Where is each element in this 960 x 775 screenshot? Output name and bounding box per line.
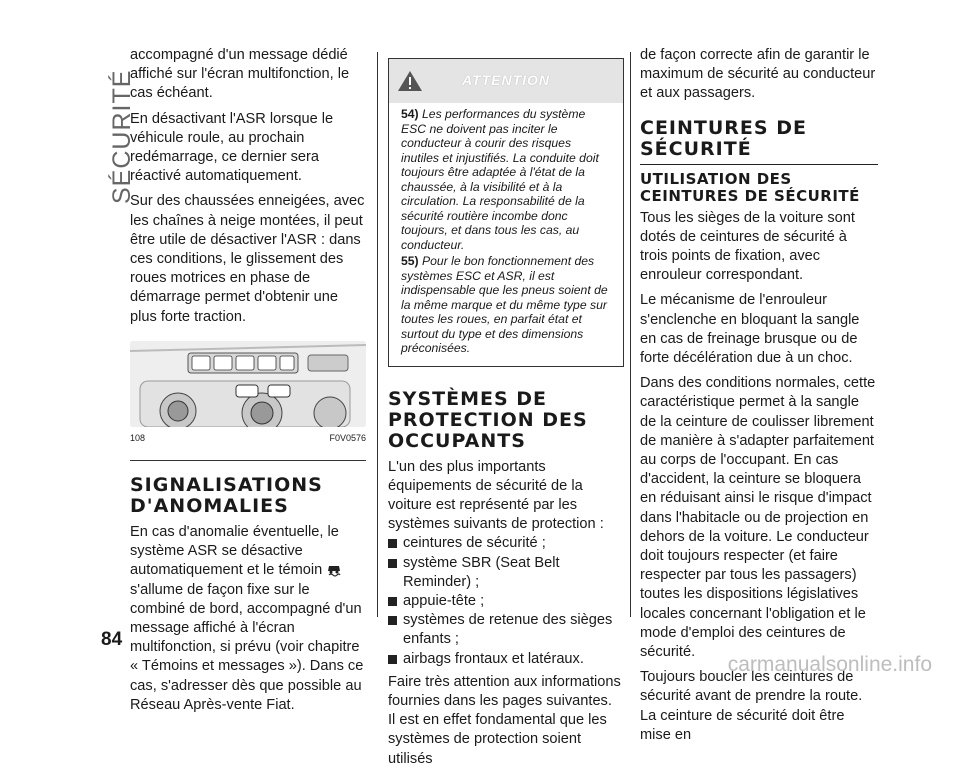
figure-rule xyxy=(130,460,366,461)
attention-note xyxy=(401,107,611,252)
dashboard-controls-illustration xyxy=(130,341,366,427)
list-item xyxy=(388,611,624,649)
section-heading: CEINTURES DE SÉCURITÉ xyxy=(640,118,878,165)
note-number: 55) xyxy=(401,254,419,268)
paragraph: Toujours boucler les ceintures de sécurité avant de prendre la route. La ceinture de sécurité doit être mise en xyxy=(640,669,863,743)
asr-warning-light-icon xyxy=(326,563,342,578)
list-item xyxy=(388,592,624,611)
section-heading: SIGNALISATIONS D'ANOMALIES xyxy=(130,474,323,518)
watermark: carmanualsonline.info xyxy=(727,653,932,676)
side-title-text: SÉCURITÉ xyxy=(108,69,136,204)
paragraph: L'un des plus importants équipements de sécurité de la voiture est représenté par les systèmes suivants de protection : xyxy=(388,458,604,533)
attention-body xyxy=(389,103,623,366)
list-item-text: systèmes de retenue des sièges enfants ; xyxy=(403,612,613,648)
column-2 xyxy=(388,58,624,775)
list-item-text: système SBR (Seat Belt Reminder) ; xyxy=(403,554,560,590)
page-number: 84 xyxy=(101,629,123,650)
paragraph: Il est en effet fondamental que les systèmes de protection soient utilisés xyxy=(388,712,607,767)
attention-box xyxy=(388,58,624,367)
list-item-text: airbags frontaux et latéraux. xyxy=(403,650,584,667)
column-3 xyxy=(640,46,878,751)
dashboard-figure xyxy=(130,341,366,427)
paragraph-text: En cas d'anomalie éventuelle, le système ASR se désactive automatiquement et le témoin xyxy=(130,524,339,579)
figure-number: 108 xyxy=(130,432,146,443)
figure-code: F0V0576 xyxy=(329,432,366,443)
attention-header xyxy=(389,59,623,103)
bullet-square-icon xyxy=(388,655,397,664)
bullet-square-icon xyxy=(388,597,397,606)
attention-title: ATTENTION xyxy=(461,72,551,89)
warning-triangle-icon xyxy=(397,70,423,92)
attention-note xyxy=(401,254,611,356)
column-divider xyxy=(377,52,378,617)
paragraph: Dans des conditions normales, cette caractéristique permet à la sangle de la ceinture de coulisser librement de manière à s'adapter parfaitement au corps de l'occupant. En cas d'accident, la ceinture se bloquera en réduisant ainsi le risque d'impact dans l'habitacle ou de projection en dehors de la voiture. Le conducteur doit toujours respecter (et faire respecter par tous les passagers) toutes les dispositions législatives locales concernant l'obligation et le mode d'emploi des ceintures de sécurité. xyxy=(640,375,876,661)
list-item xyxy=(388,650,624,669)
note-number: 54) xyxy=(401,107,419,121)
paragraph-text: s'allume de façon fixe sur le combiné de bord, accompagné d'un message affiché à l'écran multifonction, si prévu (voir chapitre « Témoins et messages »). Dans ce cas, s'adresser dès que possible au Réseau Après-vente Fiat. xyxy=(130,581,364,713)
paragraph: Tous les sièges de la voiture sont dotés de ceintures de sécurité à trois points de fixation, avec enrouleur correspondant. xyxy=(640,209,855,284)
section-side-title xyxy=(86,54,136,204)
bullet-square-icon xyxy=(388,559,397,568)
figure-caption xyxy=(130,429,366,448)
paragraph: En désactivant l'ASR lorsque le véhicule roule, au prochain redémarrage, ce dernier sera réactivé automatiquement. xyxy=(130,110,334,185)
paragraph: Faire très attention aux informations fournies dans les pages suivantes. xyxy=(388,673,621,709)
note-text: Les performances du système ESC ne doivent pas inciter le conducteur à courir des risques inutiles et injustifiés. La conduite doit toujours être adaptée à l'état de la chaussée, à la visibilité et à la circulation. La responsabilité de la sécurité routière incombe donc toujours, et dans tous les cas, au conducteur. xyxy=(401,107,599,252)
section-heading: SYSTÈMES DE PROTECTION DES OCCUPANTS xyxy=(388,387,588,452)
paragraph: accompagné d'un message dédié affiché sur l'écran multifonction, le cas échéant. xyxy=(130,47,350,102)
bullet-square-icon xyxy=(388,616,397,625)
paragraph xyxy=(130,523,366,715)
list-item xyxy=(388,554,624,592)
subsection-heading: UTILISATION DES CEINTURES DE SÉCURITÉ xyxy=(640,169,860,205)
paragraph: Le mécanisme de l'enrouleur s'enclenche en bloquant la sangle en cas de freinage brusque ou de forte décélération due à un choc. xyxy=(640,292,860,367)
list-item-text: appuie-tête ; xyxy=(403,592,485,609)
bullet-square-icon xyxy=(388,539,397,548)
paragraph: Sur des chaussées enneigées, avec les chaînes à neige montées, il peut être utile de désactiver l'ASR : dans ces conditions, le glissement des roues motrices en phase de démarrage permet d'obtenir une plus forte traction. xyxy=(130,193,365,325)
paragraph: de façon correcte afin de garantir le maximum de sécurité au conducteur et aux passagers. xyxy=(640,47,876,102)
column-divider xyxy=(630,52,631,617)
protection-list xyxy=(388,534,624,668)
column-1 xyxy=(130,46,366,721)
list-item xyxy=(388,534,624,553)
note-text: Pour le bon fonctionnement des systèmes ESC et ASR, il est indispensable que les pneus soient de la même marque et du même type sur toutes les roues, en parfait état et surtout du type et des dimensions préconisées. xyxy=(401,254,608,355)
list-item-text: ceintures de sécurité ; xyxy=(403,535,546,552)
